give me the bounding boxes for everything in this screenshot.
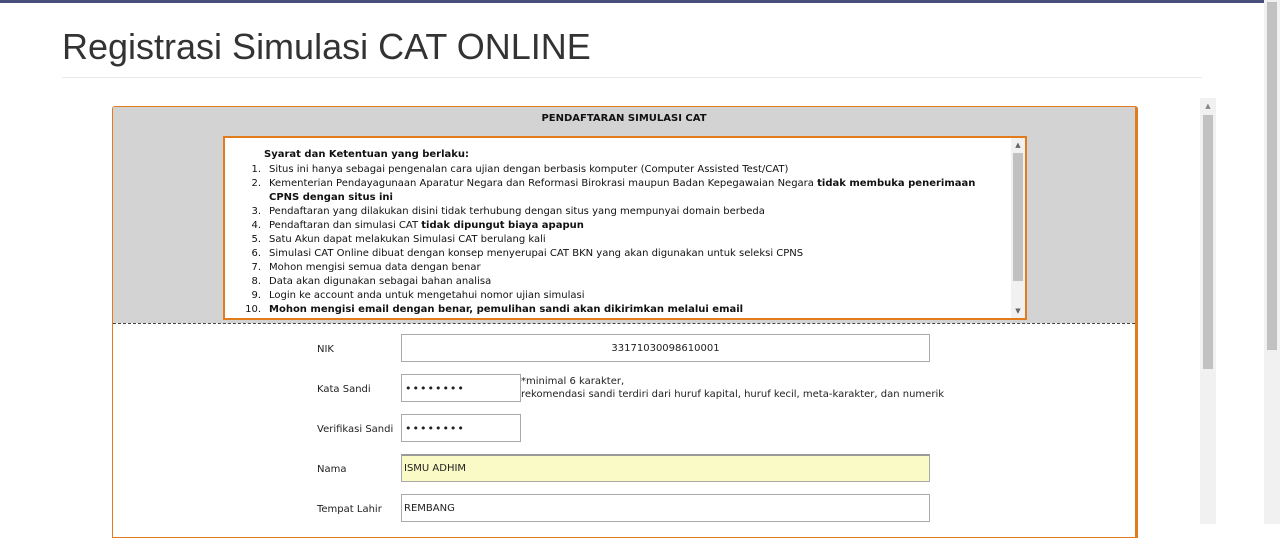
nik-label: NIK <box>317 344 334 355</box>
terms-item-text: Pendaftaran yang dilakukan disini tidak terhubung dengan situs yang mempunyai domain berbeda <box>269 206 765 217</box>
terms-item-number: 8. <box>251 276 261 287</box>
terms-item-text: Situs ini hanya sebagai pengenalan cara ujian dengan berbasis komputer (Computer Assisted Test/CAT) <box>269 164 789 175</box>
scroll-up-icon[interactable]: ▲ <box>1015 141 1021 149</box>
terms-item-number: 1. <box>251 164 261 175</box>
registration-form-panel <box>112 106 1138 538</box>
terms-item <box>225 275 1010 289</box>
page-title: Registrasi Simulasi CAT ONLINE <box>62 26 591 67</box>
birthplace-input[interactable]: REMBANG <box>401 494 930 522</box>
terms-heading: Syarat dan Ketentuan yang berlaku: <box>264 149 470 160</box>
name-input[interactable]: ISMU ADHIM <box>401 454 930 482</box>
terms-item-number: 4. <box>251 220 261 231</box>
terms-item-number: 9. <box>251 290 261 301</box>
terms-item-bold-text: tidak membuka penerimaan CPNS dengan situs ini <box>269 178 976 203</box>
terms-item-bold-text: Mohon mengisi email dengan benar, pemulihan sandi akan dikirimkan melalui email <box>269 304 744 315</box>
scroll-down-icon[interactable]: ▼ <box>1015 307 1021 315</box>
section-divider <box>113 323 1135 324</box>
terms-item-text: Pendaftaran dan simulasi CAT <box>269 220 422 231</box>
terms-item-number: 10. <box>245 304 261 315</box>
terms-item <box>225 205 1010 219</box>
terms-scroll-thumb[interactable] <box>1013 153 1023 281</box>
terms-item-text: Login ke account anda untuk mengetahui nomor ujian simulasi <box>269 290 585 301</box>
password-input[interactable]: •••••••• <box>401 374 521 402</box>
terms-item <box>225 261 1010 275</box>
terms-item-number: 6. <box>251 248 261 259</box>
terms-item-number: 3. <box>251 206 261 217</box>
title-divider <box>62 77 1202 78</box>
form-scrollbar[interactable] <box>1200 98 1216 524</box>
name-label: Nama <box>317 464 347 475</box>
terms-item-text: Satu Akun dapat melakukan Simulasi CAT berulang kali <box>269 234 546 245</box>
terms-item-number: 2. <box>251 178 261 189</box>
terms-item-text: Data akan digunakan sebagai bahan analisa <box>269 276 492 287</box>
password-confirm-input[interactable]: •••••••• <box>401 414 521 442</box>
terms-item <box>225 219 1010 233</box>
password-label: Kata Sandi <box>317 384 371 395</box>
terms-scrollbar[interactable] <box>1011 138 1025 318</box>
terms-item-bold-text: tidak dipungut biaya apapun <box>421 220 584 231</box>
terms-item-number: 7. <box>251 262 261 273</box>
top-accent-bar <box>0 0 1264 3</box>
password-confirm-label: Verifikasi Sandi <box>317 424 394 435</box>
terms-box[interactable] <box>223 136 1027 320</box>
browser-scroll-thumb[interactable] <box>1267 2 1277 350</box>
terms-item <box>225 289 1010 303</box>
terms-item <box>225 303 1010 317</box>
terms-item <box>225 233 1010 247</box>
password-hint-line-1: *minimal 6 karakter, <box>521 376 625 387</box>
terms-item-text: Simulasi CAT Online dibuat dengan konsep menyerupai CAT BKN yang akan digunakan untuk seleksi CPNS <box>269 248 804 259</box>
password-hint-line-2: rekomendasi sandi terdiri dari huruf kapital, huruf kecil, meta-karakter, dan numerik <box>521 389 945 400</box>
terms-item <box>225 247 1010 261</box>
terms-list <box>225 163 1010 317</box>
terms-item-number: 5. <box>251 234 261 245</box>
birthplace-label: Tempat Lahir <box>317 504 382 515</box>
form-header-title: PENDAFTARAN SIMULASI CAT <box>541 113 707 124</box>
terms-item <box>225 177 1010 205</box>
form-header-area <box>113 107 1135 323</box>
password-hint <box>521 375 944 401</box>
terms-item-text: Kementerian Pendayagunaan Aparatur Negara dan Reformasi Birokrasi maupun Badan Kepegawaian Negara <box>269 178 818 189</box>
form-scroll-thumb[interactable] <box>1203 115 1213 369</box>
terms-item <box>225 163 1010 177</box>
browser-scrollbar[interactable] <box>1264 0 1280 524</box>
nik-input[interactable]: 33171030098610001 <box>401 334 930 362</box>
scroll-up-icon[interactable]: ▲ <box>1205 102 1211 110</box>
terms-item-text: Mohon mengisi semua data dengan benar <box>269 262 481 273</box>
